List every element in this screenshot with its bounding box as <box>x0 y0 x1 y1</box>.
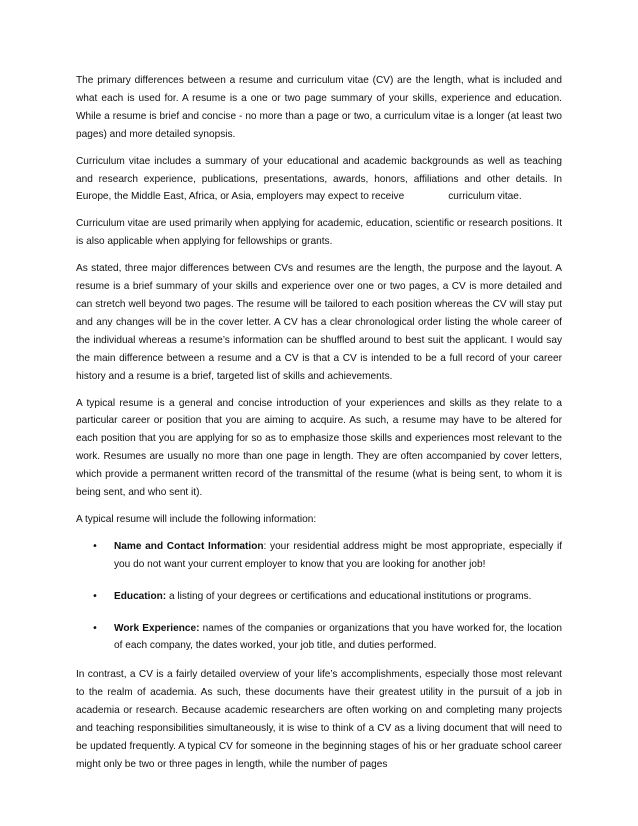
paragraph-cv-usage: Curriculum vitae are used primarily when applying for academic, education, scientific or research positions. It is also applicable when applying for fellowships or grants. <box>76 218 562 248</box>
paragraph-major-differences: As stated, three major differences between CVs and resumes are the length, the purpose and the layout. A resume is a brief summary of your skills and experience over one or two pages, a CV is more detailed and can stretch well beyond two pages. The resume will be tailored to each position whereas the CV will stay put and any changes will be in the cover letter. A CV has a clear chronological order listing the whole career of the individual whereas a resume’s information can be shuffled around to best suit the applicant. I would say the main difference between a resume and a CV is that a CV is intended to be a full record of your career history and a resume is a brief, targeted list of skills and achievements. <box>76 263 562 382</box>
document-body <box>76 72 562 783</box>
bullet-icon: • <box>92 590 98 602</box>
resume-info-list <box>76 538 562 656</box>
list-item-term: Education: <box>114 590 167 602</box>
list-item-education <box>76 588 562 606</box>
paragraph-cv-contents <box>76 153 562 207</box>
paragraph-cv-overview: In contrast, a CV is a fairly detailed overview of your life’s accomplishments, especially those most relevant to the realm of academia. As such, these documents have their greatest utility in the pursuit of a job in academia or research. Because academic researchers are often working on and completing many projects and teaching responsibilities simultaneously, it is wise to think of a CV as a living document that will need to be updated frequently. A typical CV for someone in the beginning stages of his or her graduate school career might only be two or three pages in length, while the number of pages <box>76 669 562 770</box>
paragraph-resume-includes: A typical resume will include the following information: <box>76 513 317 525</box>
list-item-text: : your residential address might be most appropriate, especially if you do not want your current employer to know that you are looking for another job! <box>114 540 562 570</box>
bullet-icon: • <box>92 622 98 634</box>
list-item-text: names of the companies or organizations that you have worked for, the location of each company, the dates worked, your job title, and duties performed. <box>114 622 562 652</box>
list-item-term: Work Experience: <box>114 622 200 634</box>
paragraph-typical-resume: A typical resume is a general and concise introduction of your experiences and skills as they relate to a particular career or position that you are aiming to acquire. As such, a resume may have to be altered for each position that you are applying for so as to emphasize those skills and experiences most relevant to the work. Resumes are usually no more than one page in length. They are often accompanied by cover letters, which provide a permanent written record of the transmittal of the resume (what is being sent, to whom it is being sent, and who sent it). <box>76 397 562 499</box>
paragraph-intro: The primary differences between a resume and curriculum vitae (CV) are the length, what is included and what each is used for. A resume is a one or two page summary of your skills, experience and education. While a resume is brief and concise - no more than a page or two, a curriculum vitae is a longer (at least two pages) and more detailed synopsis. <box>76 75 562 140</box>
paragraph-cv-contents-text: Curriculum vitae includes a summary of your educational and academic backgrounds as well as teaching and research experience, publications, presentations, awards, honors, affiliations and other details. In Europe, the Middle East, Africa, or Asia, employers may expect to receive <box>76 155 562 203</box>
list-item-term: Name and Contact Information <box>114 540 264 552</box>
list-item-work-experience <box>76 620 562 656</box>
list-item-name-contact <box>76 538 562 574</box>
list-item-text: a listing of your degrees or certifications and educational institutions or programs. <box>166 590 532 602</box>
bullet-icon: • <box>92 540 98 552</box>
paragraph-cv-contents-end: curriculum vitae. <box>448 191 522 203</box>
